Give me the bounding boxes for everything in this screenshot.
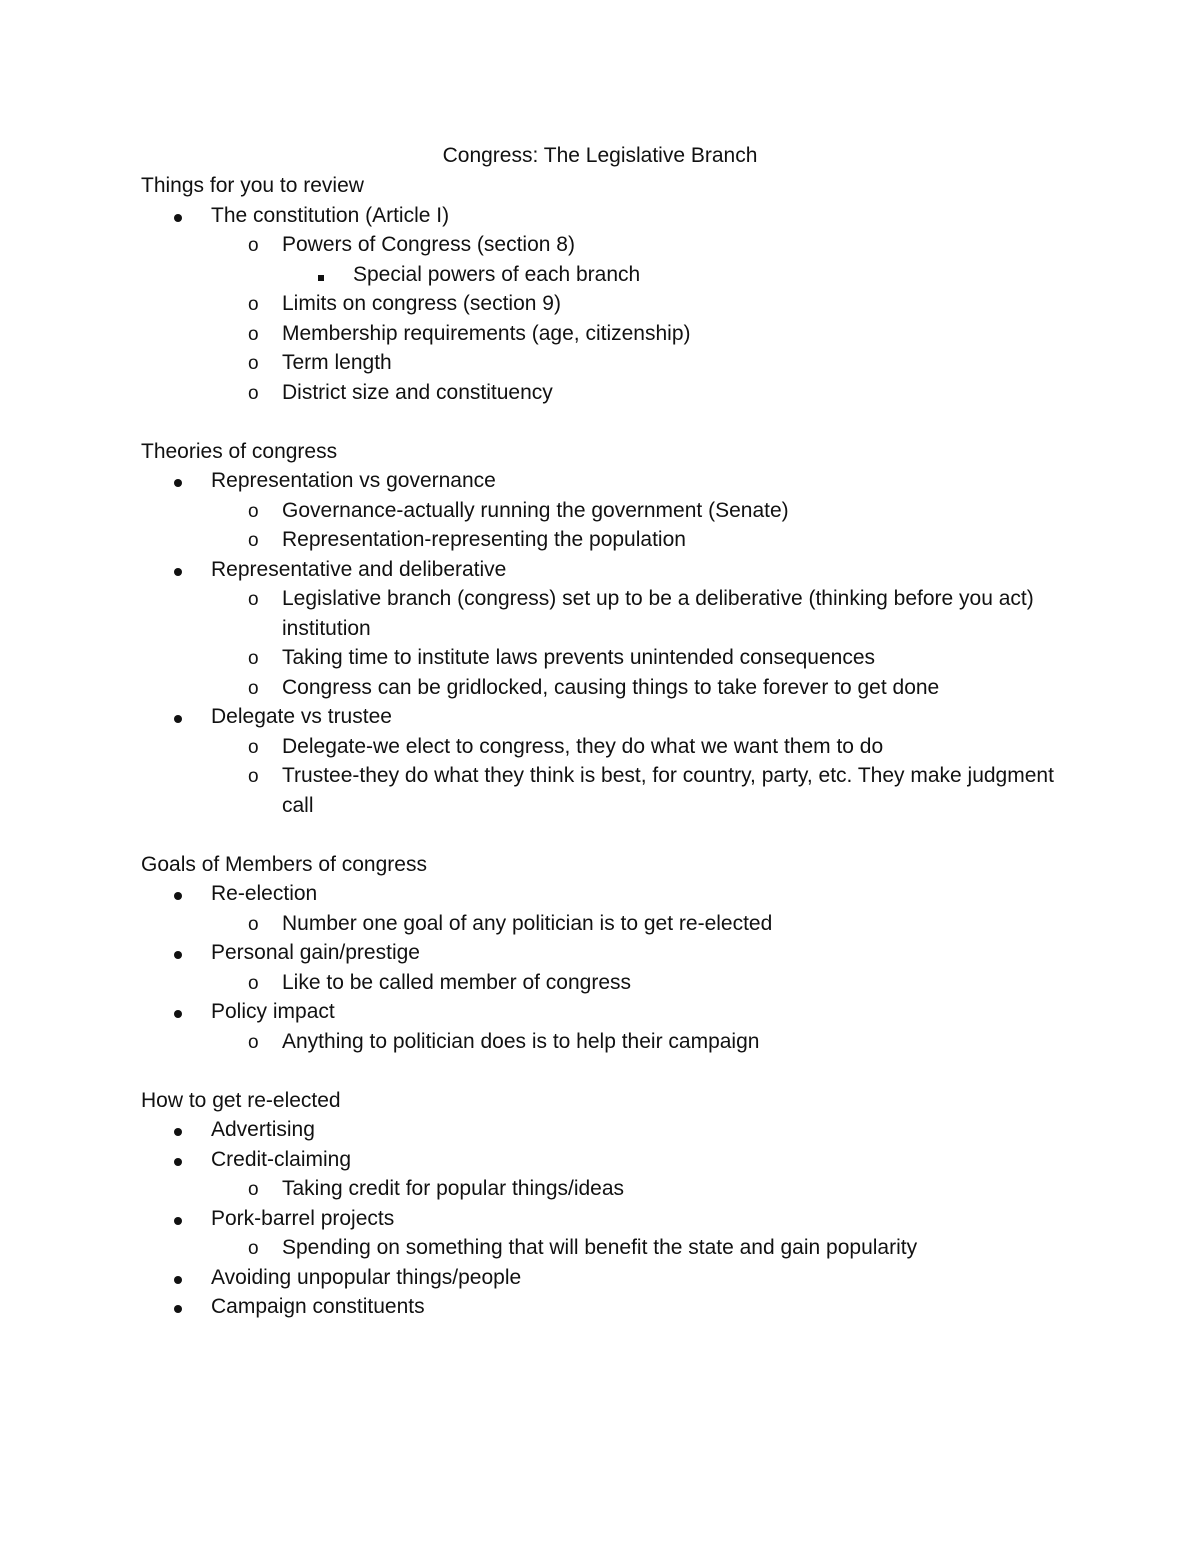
list-item-text: Anything to politician does is to help their campaign xyxy=(282,1029,760,1053)
bullet-circle-icon xyxy=(248,909,259,940)
bullet-dot-icon xyxy=(174,555,182,585)
bullet-circle-glyph: o xyxy=(248,1179,259,1200)
bullet-circle-icon xyxy=(248,584,259,615)
list-item-level-2 xyxy=(141,761,1081,820)
bullet-dot-icon xyxy=(174,1115,182,1145)
bullet-dot-icon xyxy=(174,201,182,231)
list-item-text: Term length xyxy=(282,351,392,374)
list-item-level-2 xyxy=(141,909,1081,939)
bullet-circle-glyph: o xyxy=(248,382,259,404)
bullet-dot-shape xyxy=(174,1128,182,1136)
bullet-circle-icon xyxy=(248,289,259,320)
page-title: Congress: The Legislative Branch xyxy=(442,144,758,167)
bullet-circle-glyph: o xyxy=(248,1031,259,1053)
list-item-text: Credit-claiming xyxy=(211,1147,352,1171)
bullet-dot-icon xyxy=(174,997,182,1027)
section-heading: Things for you to review xyxy=(141,174,364,197)
list-item-text: Legislative branch (congress) set up to be a deliberative (thinking before you act) institution xyxy=(282,587,1034,640)
list-item-text: Representation vs governance xyxy=(211,469,496,492)
list-item-text: Taking credit for popular things/ideas xyxy=(282,1177,625,1200)
bullet-dot-shape xyxy=(174,214,182,222)
list-item-text: Special powers of each branch xyxy=(353,262,641,286)
bullet-circle-icon xyxy=(248,230,259,261)
bullet-dot-icon xyxy=(174,466,182,496)
bullet-circle-glyph: o xyxy=(248,766,259,787)
list-item-level-2 xyxy=(141,525,1081,555)
list-item-level-3 xyxy=(141,260,1081,290)
bullet-dot-shape xyxy=(174,715,182,723)
bullet-dot-icon xyxy=(174,938,182,968)
list-item-level-2 xyxy=(141,643,1081,673)
list-item-text: Number one goal of any politician is to get re-elected xyxy=(282,911,773,935)
bullet-circle-icon xyxy=(248,1233,259,1264)
list-item-text: Policy impact xyxy=(211,1000,335,1023)
list-item-text: District size and constituency xyxy=(282,380,553,404)
bullet-circle-glyph: o xyxy=(248,736,259,758)
list-item-level-1 xyxy=(141,1263,1081,1293)
list-item-level-2 xyxy=(141,968,1081,998)
bullet-dot-shape xyxy=(174,1217,182,1225)
bullet-circle-icon xyxy=(248,525,259,556)
list-item-level-1 xyxy=(141,879,1081,909)
bullet-circle-icon xyxy=(248,732,259,763)
section-heading: How to get re-elected xyxy=(141,1088,341,1112)
bullet-dot-shape xyxy=(174,1158,182,1166)
bullet-circle-icon xyxy=(248,1174,259,1205)
bullet-circle-icon xyxy=(248,673,259,704)
list-item-level-2 xyxy=(141,289,1081,319)
bullet-circle-glyph: o xyxy=(248,677,259,699)
list-item-level-1 xyxy=(141,1145,1081,1175)
bullet-circle-glyph: o xyxy=(248,294,259,315)
list-item-text: Powers of Congress (section 8) xyxy=(282,233,575,256)
bullet-list xyxy=(141,1115,1081,1322)
bullet-circle-glyph: o xyxy=(248,500,259,522)
bullet-circle-icon xyxy=(248,319,259,350)
list-item-text: Taking time to institute laws prevents unintended consequences xyxy=(282,646,876,669)
bullet-list xyxy=(141,466,1081,820)
bullet-dot-icon xyxy=(174,1263,182,1293)
bullet-circle-icon xyxy=(248,761,259,792)
list-item-text: Spending on something that will benefit the state and gain popularity xyxy=(282,1236,918,1259)
bullet-circle-icon xyxy=(248,348,259,379)
list-item-level-1 xyxy=(141,1292,1081,1322)
bullet-dot-icon xyxy=(174,1145,182,1175)
list-item-text: Advertising xyxy=(211,1118,315,1141)
bullet-circle-icon xyxy=(248,378,259,409)
list-item-text: Trustee-they do what they think is best, for country, party, etc. They make judgment call xyxy=(282,764,1054,817)
list-item-level-2 xyxy=(141,1174,1081,1204)
outline-section xyxy=(141,171,1081,407)
list-item-level-2 xyxy=(141,732,1081,762)
list-item-text: Governance-actually running the government (Senate) xyxy=(282,498,789,522)
list-item-text: Representation-representing the population xyxy=(282,528,686,551)
list-item-text: Re-election xyxy=(211,882,318,905)
bullet-dot-shape xyxy=(174,951,182,959)
list-item-level-2 xyxy=(141,496,1081,526)
bullet-circle-glyph: o xyxy=(248,1238,259,1259)
section-heading: Theories of congress xyxy=(141,439,338,463)
list-item-level-2 xyxy=(141,348,1081,378)
bullet-dot-shape xyxy=(174,568,182,576)
outline-section xyxy=(141,437,1081,821)
bullet-circle-glyph: o xyxy=(248,530,259,551)
bullet-circle-glyph: o xyxy=(248,648,259,669)
bullet-dot-icon xyxy=(174,879,182,909)
list-item-text: The constitution (Article I) xyxy=(211,203,450,227)
bullet-square-icon xyxy=(318,260,324,290)
bullet-circle-icon xyxy=(248,643,259,674)
bullet-dot-shape xyxy=(174,1010,182,1018)
bullet-circle-glyph: o xyxy=(248,972,259,994)
list-item-text: Personal gain/prestige xyxy=(211,941,420,964)
list-item-level-2 xyxy=(141,378,1081,408)
bullet-circle-icon xyxy=(248,496,259,527)
outline-section xyxy=(141,850,1081,1057)
list-item-text: Membership requirements (age, citizenship) xyxy=(282,321,691,345)
bullet-circle-icon xyxy=(248,1027,259,1058)
list-item-text: Congress can be gridlocked, causing things to take forever to get done xyxy=(282,675,940,699)
list-item-level-2 xyxy=(141,230,1081,260)
list-item-level-1 xyxy=(141,997,1081,1027)
bullet-dot-icon xyxy=(174,702,182,732)
list-item-level-2 xyxy=(141,673,1081,703)
section-spacer xyxy=(141,820,1081,850)
list-item-level-2 xyxy=(141,584,1081,643)
list-item-level-1 xyxy=(141,555,1081,585)
list-item-text: Delegate vs trustee xyxy=(211,705,392,728)
section-spacer xyxy=(141,1056,1081,1086)
list-item-text: Avoiding unpopular things/people xyxy=(211,1265,522,1289)
bullet-dot-shape xyxy=(174,1305,182,1313)
list-item-level-1 xyxy=(141,938,1081,968)
bullet-dot-icon xyxy=(174,1292,182,1322)
bullet-dot-icon xyxy=(174,1204,182,1234)
bullet-circle-glyph: o xyxy=(248,589,259,610)
list-item-level-1 xyxy=(141,1115,1081,1145)
outline-section xyxy=(141,1086,1081,1322)
bullet-list xyxy=(141,879,1081,1056)
bullet-dot-shape xyxy=(174,1276,182,1284)
list-item-level-1 xyxy=(141,201,1081,231)
notes-body xyxy=(141,171,1081,1322)
list-item-level-1 xyxy=(141,466,1081,496)
bullet-square-shape xyxy=(318,275,324,281)
section-spacer xyxy=(141,407,1081,437)
list-item-level-1 xyxy=(141,1204,1081,1234)
bullet-circle-icon xyxy=(248,968,259,999)
list-item-text: Limits on congress (section 9) xyxy=(282,292,561,315)
bullet-dot-shape xyxy=(174,892,182,900)
list-item-level-1 xyxy=(141,702,1081,732)
list-item-text: Delegate-we elect to congress, they do what we want them to do xyxy=(282,734,884,758)
list-item-level-2 xyxy=(141,1027,1081,1057)
list-item-level-2 xyxy=(141,319,1081,349)
bullet-circle-glyph: o xyxy=(248,353,259,374)
bullet-circle-glyph: o xyxy=(248,913,259,935)
list-item-level-2 xyxy=(141,1233,1081,1263)
section-heading: Goals of Members of congress xyxy=(141,852,427,876)
list-item-text: Campaign constituents xyxy=(211,1295,425,1318)
bullet-circle-glyph: o xyxy=(248,235,259,256)
bullet-list xyxy=(141,201,1081,408)
list-item-text: Pork-barrel projects xyxy=(211,1206,395,1230)
list-item-text: Representative and deliberative xyxy=(211,557,507,581)
list-item-text: Like to be called member of congress xyxy=(282,970,632,994)
bullet-circle-glyph: o xyxy=(248,323,259,345)
bullet-dot-shape xyxy=(174,479,182,487)
